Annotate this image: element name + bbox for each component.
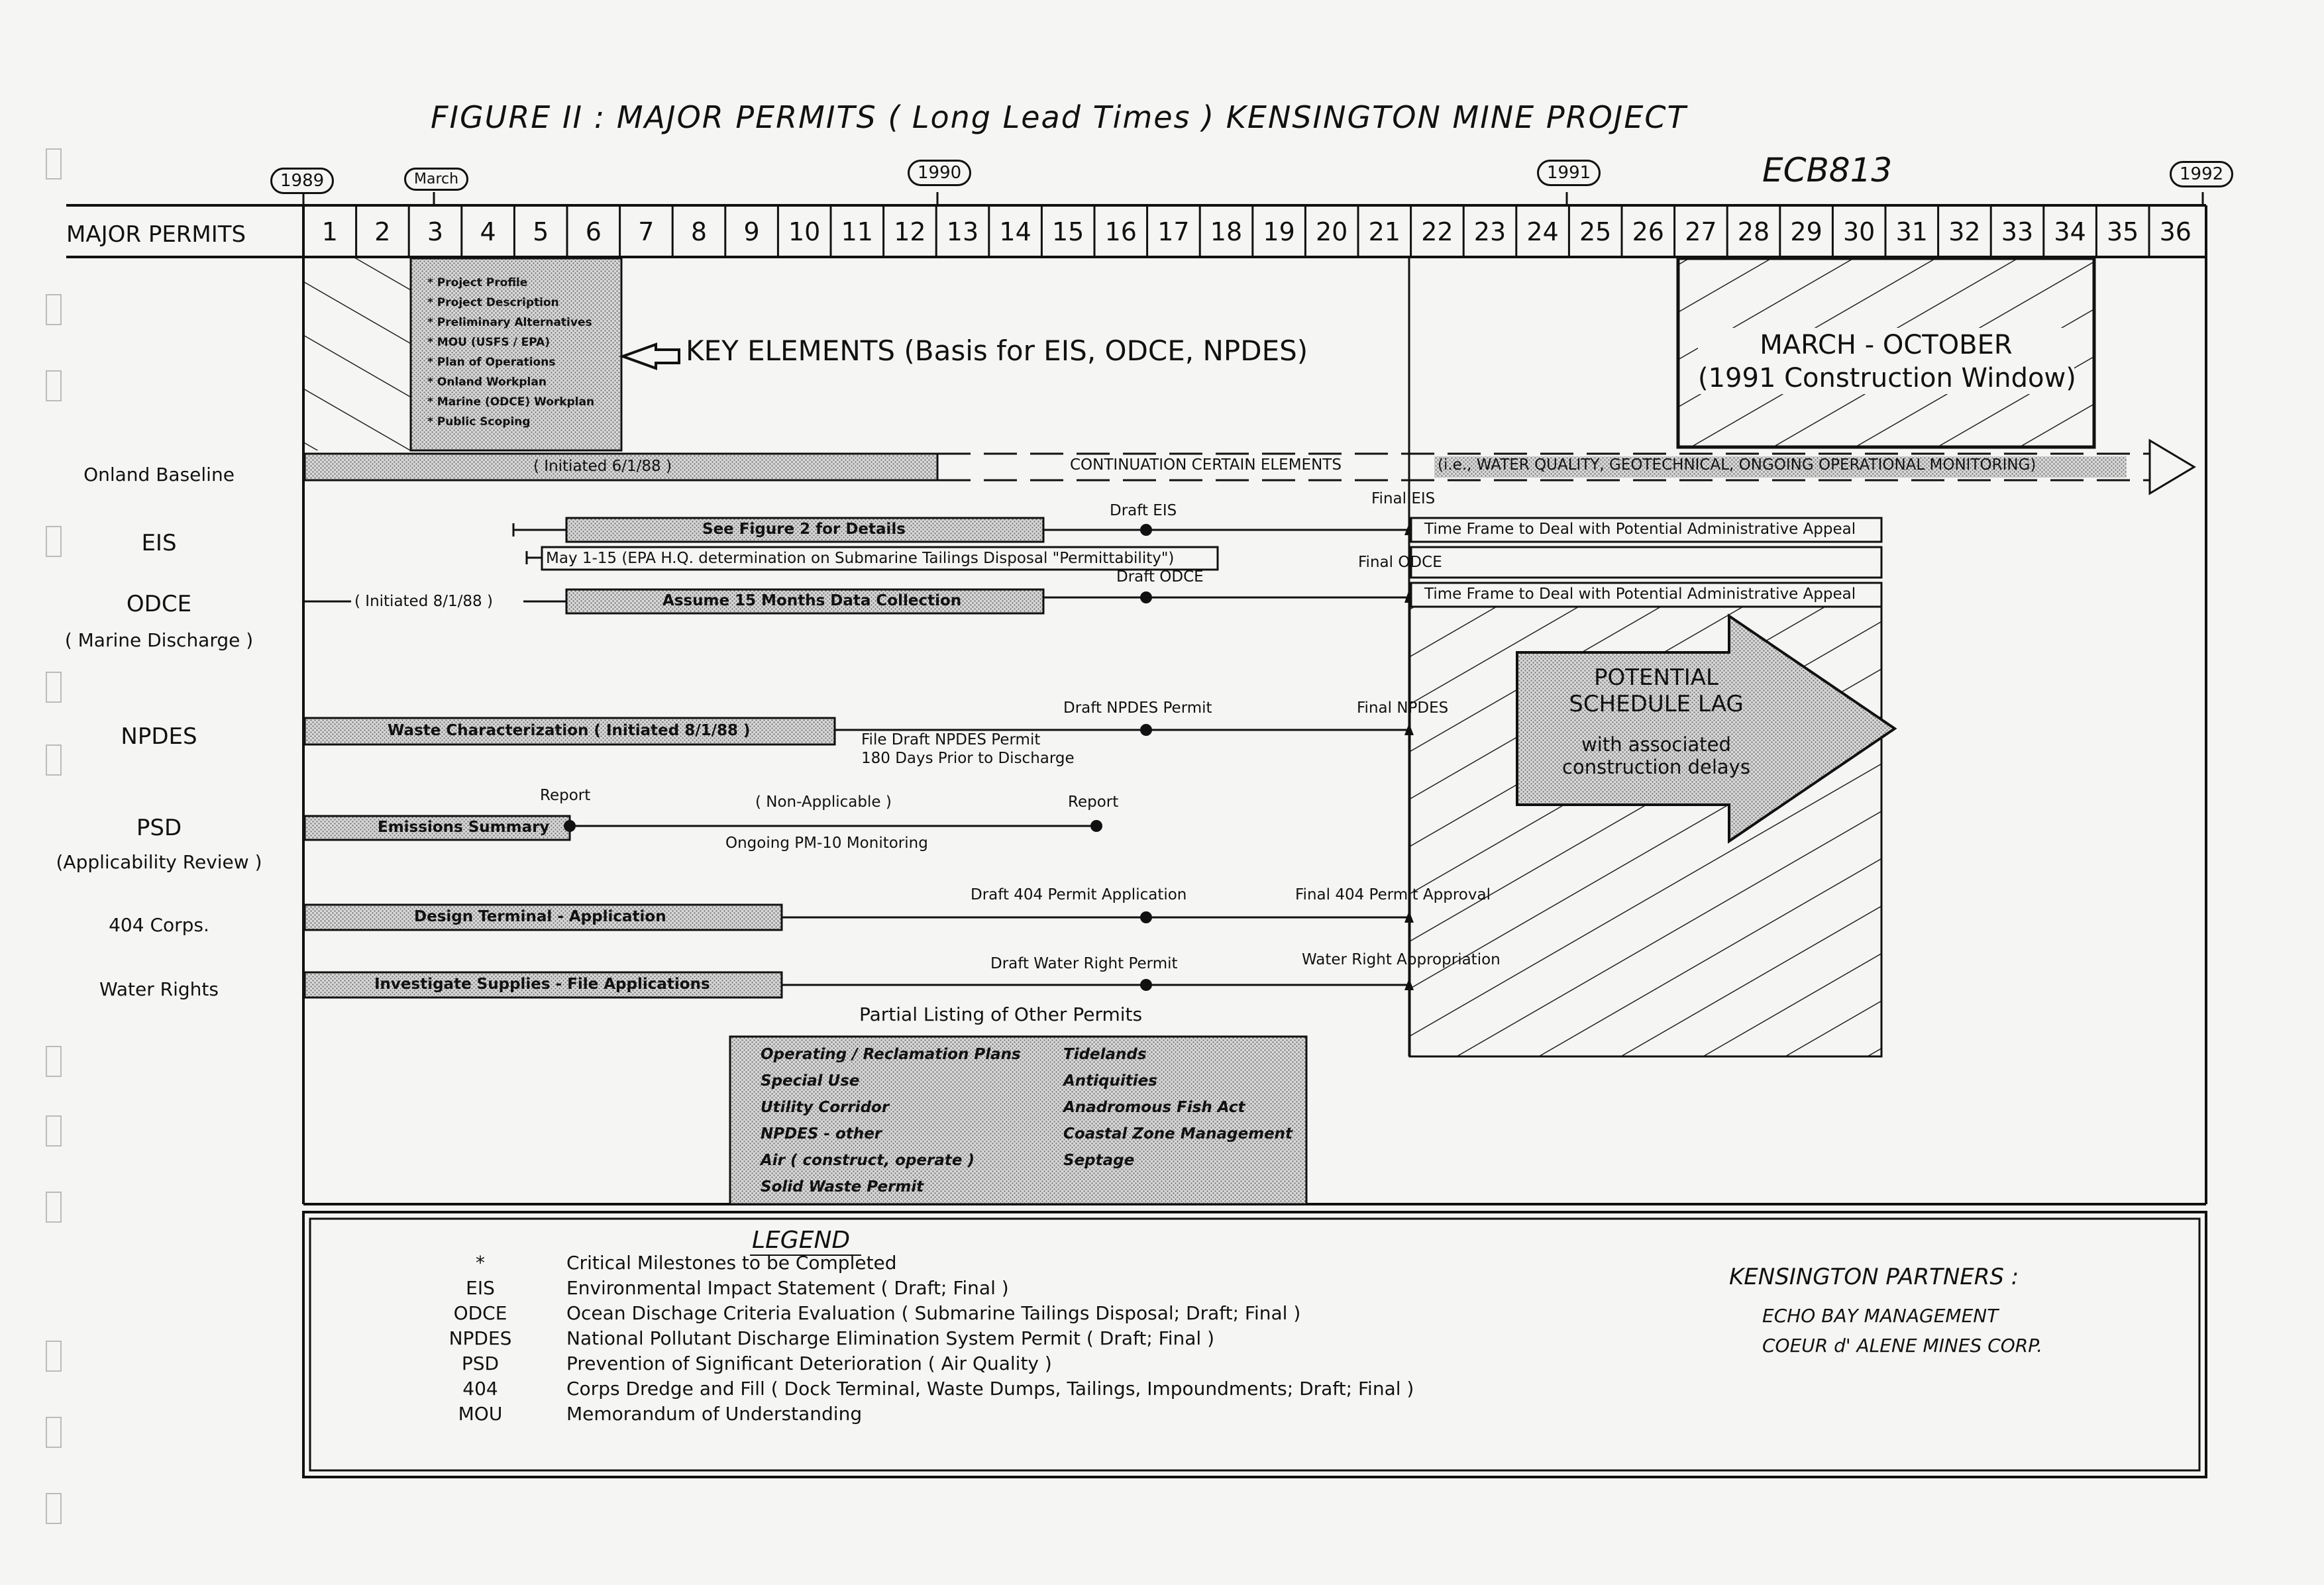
month-cell: 4 xyxy=(480,217,496,246)
major-permits-header: MAJOR PERMITS xyxy=(66,221,246,248)
legend-text: Corps Dredge and Fill ( Dock Terminal, Waste Dumps, Tailings, Impoundments; Draft; Final ) xyxy=(566,1378,1414,1400)
other-permits-title: Partial Listing of Other Permits xyxy=(859,1003,1143,1025)
month-cell: 35 xyxy=(2107,217,2139,246)
month-cell: 24 xyxy=(1526,217,1559,246)
month-cell: 20 xyxy=(1316,217,1348,246)
month-cell: 3 xyxy=(427,217,444,246)
month-cell: 30 xyxy=(1843,217,1875,246)
month-cell: 32 xyxy=(1948,217,1981,246)
final-npdes-label: Final NPDES xyxy=(1357,699,1449,717)
lag-line-1: POTENTIAL xyxy=(1594,664,1718,691)
legend-abbr: PSD xyxy=(461,1353,500,1374)
month-cell: 18 xyxy=(1210,217,1243,246)
legend-text: Ocean Dischage Criteria Evaluation ( Submarine Tailings Disposal; Draft; Final ) xyxy=(566,1302,1301,1324)
month-cell: 28 xyxy=(1737,217,1770,246)
month-cell: 11 xyxy=(841,217,873,246)
lag-line-3: with associated xyxy=(1581,733,1731,756)
onland-continuation-detail: (i.e., WATER QUALITY, GEOTECHNICAL, ONGOING OPERATIONAL MONITORING) xyxy=(1438,456,2036,474)
final-404-label: Final 404 Permit Approval xyxy=(1295,886,1491,903)
year-1992-label: 1992 xyxy=(2170,161,2233,187)
month-cell: 9 xyxy=(743,217,760,246)
npdes-bar-label: Waste Characterization ( Initiated 8/1/88 ) xyxy=(388,722,751,739)
psd-report-1-label: Report xyxy=(540,787,591,804)
key-element-item: * Project Description xyxy=(427,296,559,309)
legend-text: National Pollutant Discharge Elimination System Permit ( Draft; Final ) xyxy=(566,1327,1215,1349)
psd-bar-label: Emissions Summary xyxy=(378,819,550,836)
odce-bar-label: Assume 15 Months Data Collection xyxy=(662,592,962,609)
row-label-odce: ODCE xyxy=(126,591,192,617)
npdes-file-note-2: 180 Days Prior to Discharge xyxy=(861,750,1075,767)
may-note-label: May 1-15 (EPA H.Q. determination on Submarine Tailings Disposal "Permittability") xyxy=(546,550,1175,567)
legend-abbr: ODCE xyxy=(453,1302,507,1324)
lag-line-2: SCHEDULE LAG xyxy=(1569,691,1744,717)
month-cell: 1 xyxy=(321,217,338,246)
month-cell: 8 xyxy=(690,217,708,246)
month-cell: 6 xyxy=(585,217,602,246)
psd-report-2-label: Report xyxy=(1068,793,1119,811)
eis-bar-label: See Figure 2 for Details xyxy=(702,521,906,538)
legend-title: LEGEND xyxy=(752,1227,851,1254)
odce-initiated-label: ( Initiated 8/1/88 ) xyxy=(354,593,493,610)
row-label-npdes: NPDES xyxy=(121,723,197,750)
month-cell: 16 xyxy=(1104,217,1137,246)
key-element-item: * Project Profile xyxy=(427,276,528,289)
month-cell: 17 xyxy=(1157,217,1190,246)
partners-title: KENSINGTON PARTNERS : xyxy=(1729,1264,2019,1290)
water-bar-label: Investigate Supplies - File Applications xyxy=(374,976,710,993)
row-label-onland-baseline: Onland Baseline xyxy=(83,464,235,486)
year-1991-label: 1991 xyxy=(1537,160,1601,186)
npdes-file-note-1: File Draft NPDES Permit xyxy=(861,731,1041,748)
construction-window-label xyxy=(1698,329,2074,395)
legend-abbr: * xyxy=(476,1252,485,1274)
key-element-item: * Plan of Operations xyxy=(427,356,556,369)
month-cell: 19 xyxy=(1263,217,1295,246)
legend-text: Prevention of Significant Deterioration ( Air Quality ) xyxy=(566,1353,1052,1374)
partner-echo-bay: ECHO BAY MANAGEMENT xyxy=(1762,1305,1999,1327)
draft-water-right-label: Draft Water Right Permit xyxy=(990,955,1178,972)
other-permit-item: Special Use xyxy=(761,1072,860,1090)
month-cell: 7 xyxy=(638,217,655,246)
other-permit-item: Solid Waste Permit xyxy=(761,1178,924,1196)
other-permit-item: NPDES - other xyxy=(761,1125,882,1143)
other-permit-item: Utility Corridor xyxy=(761,1099,890,1116)
legend-text: Memorandum of Understanding xyxy=(566,1403,863,1425)
legend-text: Environmental Impact Statement ( Draft; Final ) xyxy=(566,1277,1009,1299)
corps-bar-label: Design Terminal - Application xyxy=(414,908,666,925)
year-1989-label: 1989 xyxy=(270,168,334,194)
onland-initiated-label: ( Initiated 6/1/88 ) xyxy=(533,458,672,475)
month-cell: 2 xyxy=(374,217,391,246)
row-label-psd-sub: (Applicability Review ) xyxy=(56,851,262,873)
month-cell: 29 xyxy=(1790,217,1822,246)
month-cell: 22 xyxy=(1421,217,1453,246)
odce-appeal-label: Time Frame to Deal with Potential Administrative Appeal xyxy=(1424,586,1856,603)
final-odce-label: Final ODCE xyxy=(1358,554,1442,571)
month-cell: 26 xyxy=(1632,217,1664,246)
other-permit-item: Antiquities xyxy=(1063,1072,1157,1090)
draft-404-label: Draft 404 Permit Application xyxy=(971,886,1187,903)
key-element-item: * Public Scoping xyxy=(427,415,531,429)
month-cell: 25 xyxy=(1579,217,1612,246)
month-cell: 34 xyxy=(2054,217,2086,246)
partner-coeur-d-alene: COEUR d' ALENE MINES CORP. xyxy=(1762,1335,2043,1356)
other-permits-right-list xyxy=(1063,1041,1293,1174)
psd-ongoing-monitoring-label: Ongoing PM-10 Monitoring xyxy=(725,835,928,852)
year-1990-label: 1990 xyxy=(908,160,971,186)
month-cell: 10 xyxy=(788,217,821,246)
document-stamp: ECB813 xyxy=(1762,151,1893,189)
other-permit-item: Anadromous Fish Act xyxy=(1063,1099,1245,1116)
month-cell: 5 xyxy=(533,217,549,246)
row-label-psd: PSD xyxy=(136,815,182,841)
month-cell: 12 xyxy=(894,217,926,246)
march-label: March xyxy=(404,168,468,191)
psd-non-applicable-label: ( Non-Applicable ) xyxy=(755,793,892,811)
window-line-1: MARCH - OCTOBER xyxy=(1760,330,2013,360)
other-permits-left-list xyxy=(761,1041,1021,1200)
potential-lag-sub-label xyxy=(1517,733,1795,778)
window-line-2: (1991 Construction Window) xyxy=(1698,363,2076,393)
other-permit-item: Coastal Zone Management xyxy=(1063,1125,1293,1143)
month-cell: 33 xyxy=(2001,217,2034,246)
key-elements-label: KEY ELEMENTS (Basis for EIS, ODCE, NPDES) xyxy=(686,334,1308,367)
row-label-odce-sub: ( Marine Discharge ) xyxy=(64,629,254,651)
month-cell: 13 xyxy=(946,217,979,246)
month-cell: 21 xyxy=(1368,217,1400,246)
key-elements-list xyxy=(427,273,594,432)
month-cell: 27 xyxy=(1685,217,1717,246)
potential-lag-label xyxy=(1517,664,1795,717)
row-label-404-corps: 404 Corps. xyxy=(109,914,209,936)
legend-abbr: NPDES xyxy=(449,1327,512,1349)
month-cell: 31 xyxy=(1895,217,1928,246)
month-cell: 14 xyxy=(999,217,1031,246)
final-eis-label: Final EIS xyxy=(1371,490,1436,507)
legend-abbr: EIS xyxy=(466,1277,495,1299)
other-permit-item: Operating / Reclamation Plans xyxy=(761,1046,1021,1063)
month-cell: 36 xyxy=(2159,217,2192,246)
lag-line-4: construction delays xyxy=(1562,756,1750,778)
legend-text: Critical Milestones to be Completed xyxy=(566,1252,897,1274)
other-permit-item: Air ( construct, operate ) xyxy=(761,1152,975,1169)
key-element-item: * MOU (USFS / EPA) xyxy=(427,336,551,349)
month-cell: 15 xyxy=(1052,217,1084,246)
onland-continuation-label: CONTINUATION CERTAIN ELEMENTS xyxy=(1070,456,1342,474)
key-element-item: * Preliminary Alternatives xyxy=(427,316,592,329)
eis-appeal-label: Time Frame to Deal with Potential Administrative Appeal xyxy=(1424,521,1856,538)
legend-abbr: 404 xyxy=(462,1378,498,1400)
key-element-item: * Onland Workplan xyxy=(427,376,547,389)
month-cell: 23 xyxy=(1473,217,1506,246)
other-permit-item: Septage xyxy=(1063,1152,1135,1169)
water-right-appropriation-label: Water Right Appropriation xyxy=(1302,951,1501,968)
figure-title: FIGURE II : MAJOR PERMITS ( Long Lead Times ) KENSINGTON MINE PROJECT xyxy=(431,99,1687,135)
row-label-eis: EIS xyxy=(141,530,177,556)
legend-abbr: MOU xyxy=(458,1403,503,1425)
draft-odce-label: Draft ODCE xyxy=(1116,568,1204,586)
draft-npdes-label: Draft NPDES Permit xyxy=(1063,699,1212,717)
draft-eis-label: Draft EIS xyxy=(1110,502,1177,519)
other-permit-item: Tidelands xyxy=(1063,1046,1147,1063)
key-element-item: * Marine (ODCE) Workplan xyxy=(427,395,595,409)
row-label-water-rights: Water Rights xyxy=(99,978,219,1000)
